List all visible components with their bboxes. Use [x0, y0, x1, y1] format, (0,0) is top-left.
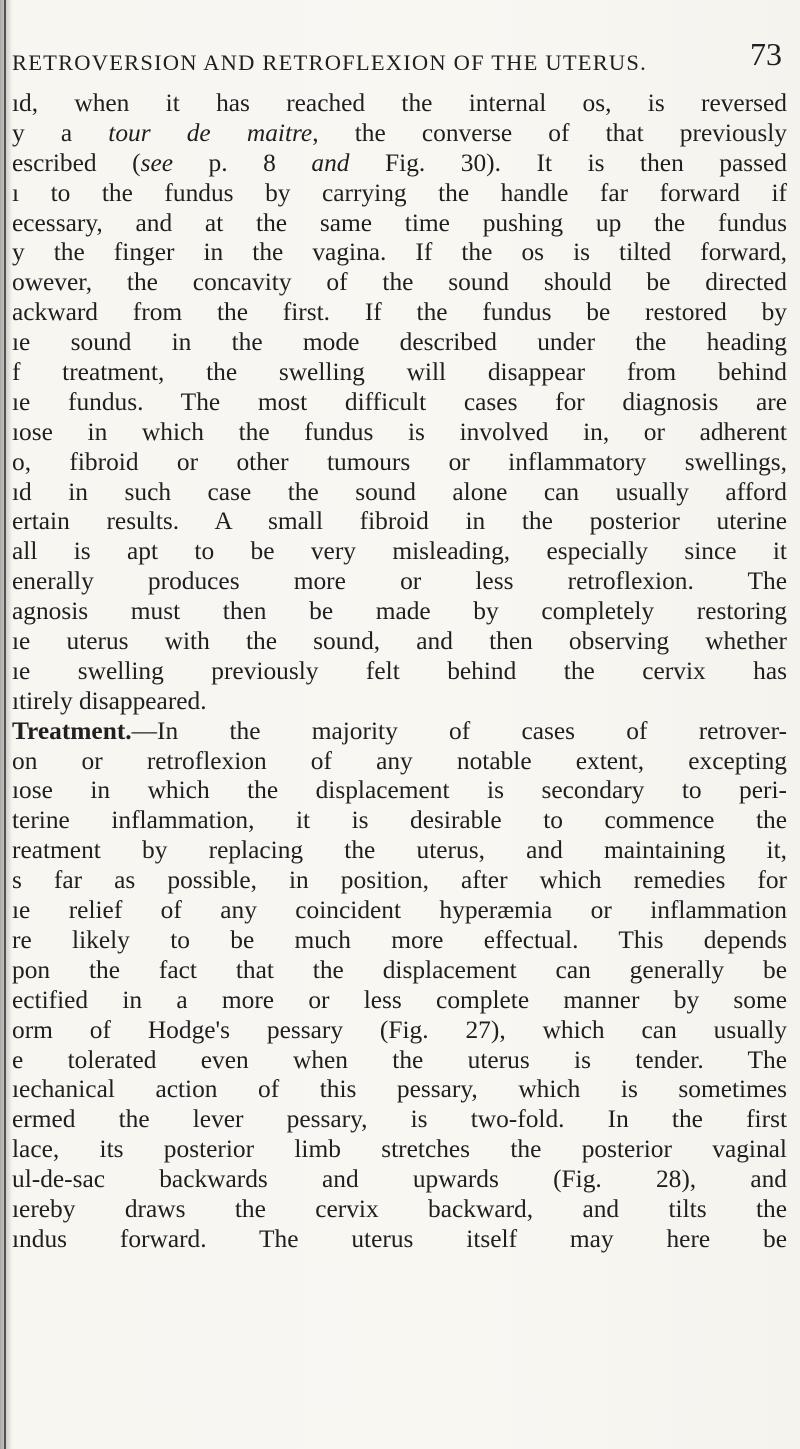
text-line-content: escribed (see p. 8 and Fig. 30). It is then passed — [12, 148, 787, 177]
text-line: reatment by replacing the uterus, and maintaining it, — [12, 836, 787, 865]
text-line: ıe swelling previously felt behind the cervix has — [12, 656, 787, 685]
text-line: pon the fact that the displacement can generally be — [12, 955, 787, 984]
text-line: terine inflammation, it is desirable to commence the — [12, 806, 787, 835]
text-line: ıtirely disappeared. — [12, 686, 207, 715]
text-line: re likely to be much more effectual. This depends — [12, 925, 787, 954]
text-line: ıose in which the fundus is involved in, or adherent — [12, 417, 787, 446]
text-line: s far as possible, in position, after which remedies for — [12, 866, 787, 895]
page-header — [12, 36, 782, 82]
text-line: on or retroflexion of any notable extent, excepting — [12, 746, 787, 775]
treatment-heading: Treatment. — [12, 716, 132, 745]
text-line: ıd, when it has reached the internal os, is reversed — [12, 89, 787, 117]
text-line: ackward from the first. If the fundus be restored by — [12, 298, 787, 327]
text-line — [12, 149, 787, 179]
text-line: ıose in which the displacement is secondary to peri- — [12, 776, 787, 805]
binding-shadow — [0, 0, 12, 1449]
text-line: ıe relief of any coincident hyperæmia or inflammation — [12, 896, 787, 925]
text-line: ıe uterus with the sound, and then observing whether — [12, 627, 787, 656]
text-line: ındus forward. The uterus itself may here be — [12, 1224, 787, 1253]
text-line: enerally produces more or less retroflexion. The — [12, 567, 787, 596]
text-line: all is apt to be very misleading, especially since it — [12, 537, 787, 566]
binding-edge — [4, 0, 6, 1449]
text-line — [12, 119, 787, 149]
text-line: ecessary, and at the same time pushing up the fundus — [12, 208, 787, 237]
body-text — [12, 89, 787, 1255]
text-line: ı to the fundus by carrying the handle far forward if — [12, 178, 787, 207]
text-line: ectified in a more or less complete manner by some — [12, 985, 787, 1014]
text-line: ertain results. A small fibroid in the posterior uterine — [12, 507, 787, 536]
text-line: y the finger in the vagina. If the os is tilted forward, — [12, 238, 787, 267]
treatment-first-line — [12, 717, 787, 747]
text-line: f treatment, the swelling will disappear from behind — [12, 358, 787, 387]
text-line: ıd in such case the sound alone can usually afford — [12, 477, 787, 506]
treatment-first-line-rest: —In the majority of cases of retrover- — [131, 716, 787, 745]
text-line: owever, the concavity of the sound should be directed — [12, 268, 787, 297]
text-line: ıereby draws the cervix backward, and tilts the — [12, 1194, 787, 1223]
text-line-content: y a tour de maitre, the converse of that previously — [12, 118, 787, 147]
page-number: 73 — [750, 36, 782, 72]
text-line: ermed the lever pessary, is two-fold. In the first — [12, 1105, 787, 1134]
text-line: lace, its posterior limb stretches the posterior vaginal — [12, 1135, 787, 1164]
text-line: ul-de-sac backwards and upwards (Fig. 28), and — [12, 1165, 787, 1194]
running-head: RETROVERSION AND RETROFLEXION OF THE UTERUS. — [12, 50, 647, 75]
text-line: e tolerated even when the uterus is tender. The — [12, 1045, 787, 1074]
text-line: ıe sound in the mode described under the heading — [12, 328, 787, 357]
text-line: ıe fundus. The most difficult cases for diagnosis are — [12, 387, 787, 416]
text-line: orm of Hodge's pessary (Fig. 27), which can usually — [12, 1015, 787, 1044]
text-line: agnosis must then be made by completely restoring — [12, 597, 787, 626]
text-line: ıechanical action of this pessary, which is sometimes — [12, 1075, 787, 1104]
text-line: o, fibroid or other tumours or inflammatory swellings, — [12, 447, 787, 476]
